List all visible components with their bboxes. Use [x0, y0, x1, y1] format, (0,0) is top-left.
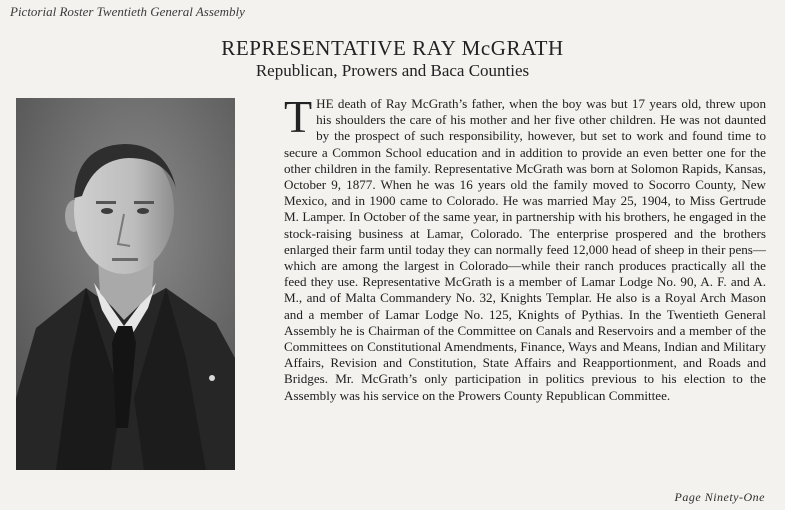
- biography-body: HE death of Ray McGrath’s father, when the boy was but 17 years old, threw upon his shoulders the care of his mother and her five other children. He was not daunted by the prospect of such responsibility, however, but set to work and found time to secure a Common School education and in addition to provide an even better one for the other children in the family. Representative McGrath was born at Solomon Rapids, Kansas, October 9, 1877. When he was 16 years old the family moved to Socorro County, New Mexico, and in 1900 came to Colorado. He was married May 25, 1904, to Miss Gertrude M. Lamper. In October of the same year, in partnership with his brothers, he engaged in the stock-raising business at Lamar, Colorado. The enterprise prospered and the brothers enlarged their farm until today they can normally feed 12,000 head of sheep in their pens—which are among the largest in Colorado—while their ranch produces practically all the feed they use. Representative McGrath is a member of Lamar Lodge No. 90, A. F. and A. M., and of Malta Commandery No. 32, Knights Templar. He also is a Royal Arch Mason and a member of Lamar Lodge No. 125, Knights of Pythias. In the Twentieth General Assembly he is Chairman of the Committee on Canals and Reservoirs and a member of the Committees on Constitutional Amendments, Finance, Ways and Means, Indian and Military Affairs, Revision and Constitution, State Affairs and Reapportionment, and Roads and Bridges. Mr. McGrath’s only participation in politics previous to his election to the Assembly was his service on the Prowers County Republican Committee.: [284, 96, 766, 403]
- portrait-photo: [16, 98, 235, 470]
- drop-cap: T: [284, 91, 313, 142]
- article-subtitle: Republican, Prowers and Baca Counties: [255, 61, 530, 80]
- article-title: REPRESENTATIVE RAY McGRATH: [221, 36, 564, 60]
- page-number: Page Ninety-One: [674, 490, 765, 504]
- portrait-photo-illustration: [16, 98, 235, 470]
- biography-text: [284, 91, 766, 404]
- running-header: Pictorial Roster Twentieth General Assembly: [10, 4, 245, 19]
